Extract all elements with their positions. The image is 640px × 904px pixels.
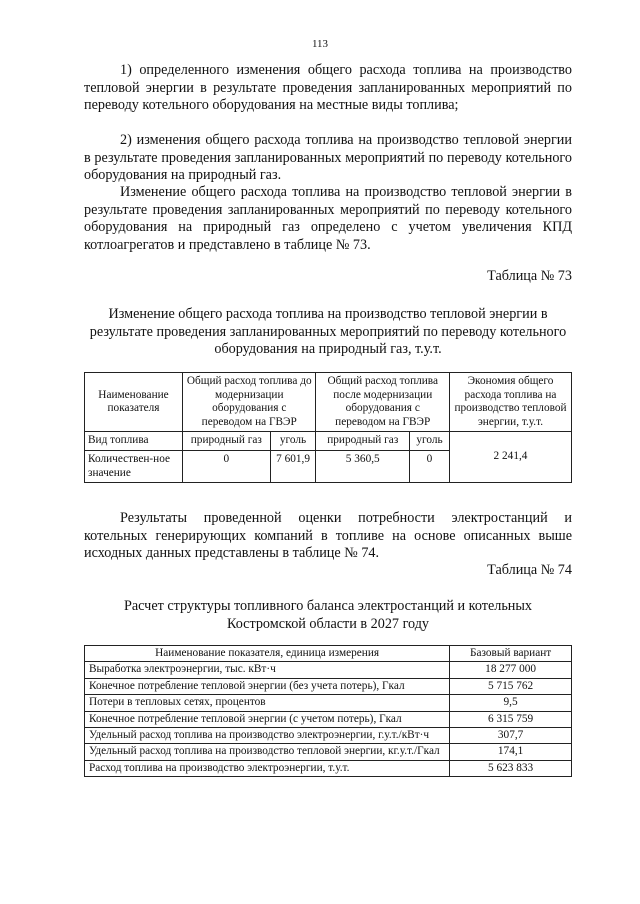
paragraph-item-1: 1) определенного изменения общего расхода топлива на производство тепловой энергии в результате проведения запланированных мероприятий по переводу котельного оборудования на местные виды топлива; [84,62,572,114]
table-73-fuel-row [85,432,572,451]
qty-label: Количествен-ное значение [85,450,183,482]
row-value: 9,5 [450,695,572,711]
table-74 [84,645,572,777]
row-name: Выработка электроэнергии, тыс. кВт·ч [85,662,450,678]
table-74-caption: Расчет структуры топливного баланса электростанций и котельных Костромской области в 2027 году [123,598,533,632]
row-name: Расход топлива на производство электроэнергии, т.у.т. [85,760,450,776]
table-74-label: Таблица № 74 [487,562,572,578]
header-before: Общий расход топлива до модернизации оборудования с переводом на ГВЭР [183,373,316,432]
paragraph-results: Результаты проведенной оценки потребности электростанций и котельных генерирующих компаний в топливе на основе описанных выше исходных данных представлены в таблице № 74. [84,510,572,562]
fuel-label: Вид топлива [85,432,183,451]
table-row [85,711,572,727]
table-74-header-row [85,646,572,662]
row-value: 5 623 833 [450,760,572,776]
fuel-gas-before: природный газ [183,432,271,451]
row-value: 174,1 [450,744,572,760]
paragraph-method: Изменение общего расхода топлива на производство тепловой энергии в результате проведения запланированных мероприятий по переводу котельного оборудования на природный газ определено с учетом увеличения КПД котлоагрегатов и представлено в таблице № 73. [84,184,572,253]
header-after: Общий расход топлива после модернизации оборудования с переводом на ГВЭР [316,373,450,432]
row-name: Конечное потребление тепловой энергии (с учетом потерь), Гкал [85,711,450,727]
paragraph-item-2: 2) изменения общего расхода топлива на производство тепловой энергии в результате проведения запланированных мероприятий по переводу котельного оборудования на природный газ. [84,132,572,184]
fuel-coal-after: уголь [410,432,450,451]
table-73-header-row [85,373,572,432]
table-row [85,662,572,678]
table-row [85,728,572,744]
row-name: Удельный расход топлива на производство тепловой энергии, кг.у.т./Гкал [85,744,450,760]
economy-value: 2 241,4 [450,432,572,483]
header-base-variant: Базовый вариант [450,646,572,662]
row-value: 6 315 759 [450,711,572,727]
qty-coal-after: 0 [410,450,450,482]
table-73-label: Таблица № 73 [487,268,572,284]
qty-gas-before: 0 [183,450,271,482]
row-name: Потери в тепловых сетях, процентов [85,695,450,711]
table-73-caption: Изменение общего расхода топлива на производство тепловой энергии в результате проведения запланированных мероприятий по переводу котельного оборудования на природный газ, т.у.т. [89,306,567,358]
row-value: 18 277 000 [450,662,572,678]
qty-gas-after: 5 360,5 [316,450,410,482]
row-name: Удельный расход топлива на производство электроэнергии, г.у.т./кВт·ч [85,728,450,744]
row-value: 5 715 762 [450,678,572,694]
header-economy: Экономия общего расхода топлива на производство тепловой энергии, т.у.т. [450,373,572,432]
row-name: Конечное потребление тепловой энергии (без учета потерь), Гкал [85,678,450,694]
table-row [85,760,572,776]
row-value: 307,7 [450,728,572,744]
table-row [85,744,572,760]
table-73 [84,372,572,483]
header-indicator: Наименование показателя, единица измерения [85,646,450,662]
table-row [85,695,572,711]
header-name: Наименование показателя [85,373,183,432]
page-number: 113 [311,38,329,50]
fuel-gas-after: природный газ [316,432,410,451]
qty-coal-before: 7 601,9 [270,450,316,482]
table-row [85,678,572,694]
fuel-coal-before: уголь [270,432,316,451]
